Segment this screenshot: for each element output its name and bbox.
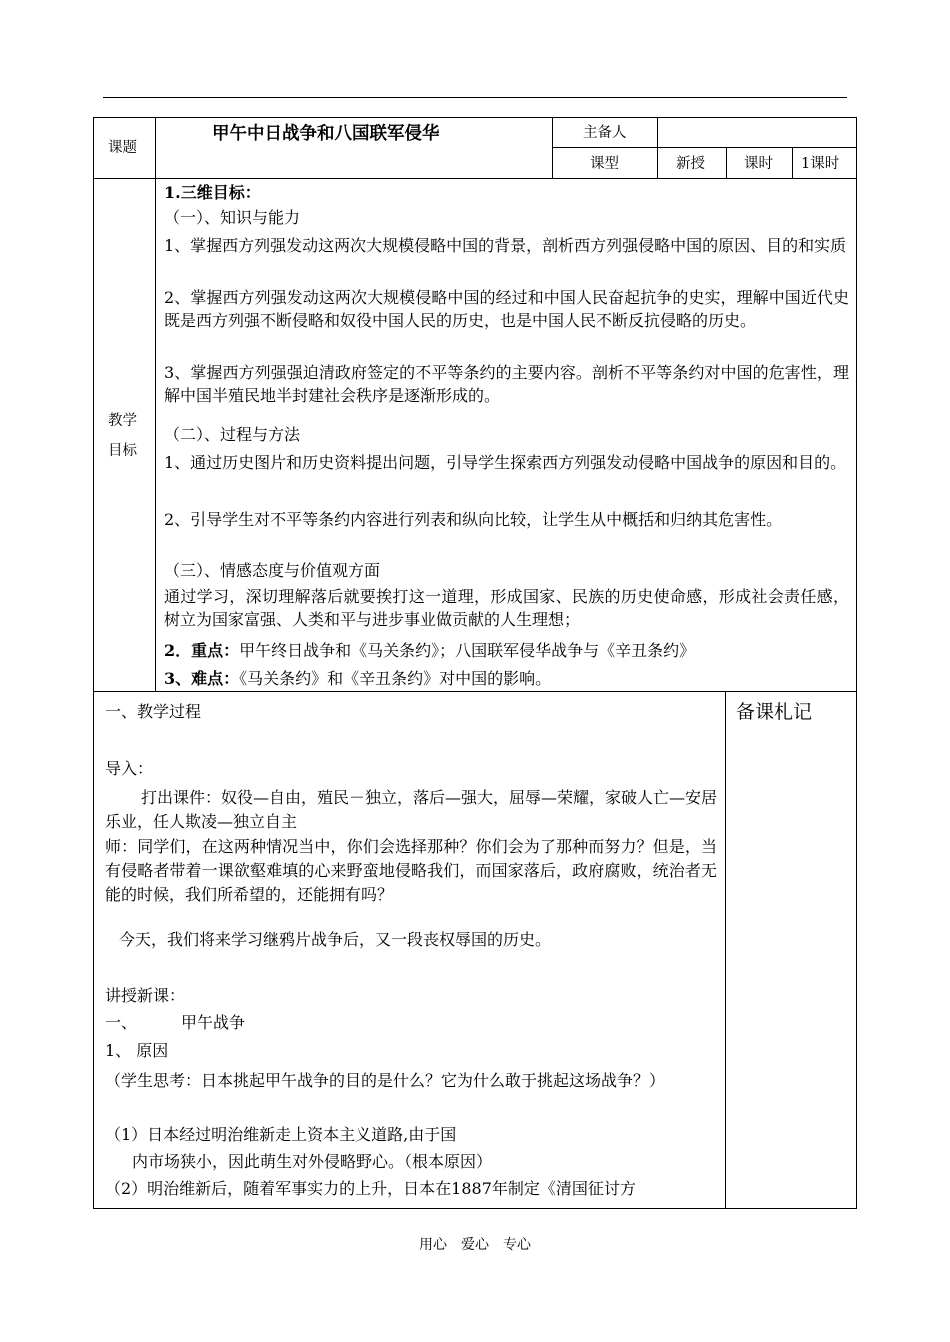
- difficult-points: [164, 668, 551, 690]
- process-p3: 今天，我们将来学习继鸦片战争后，又一段丧权辱国的历史。: [119, 930, 552, 949]
- kexing-label: 课型: [590, 156, 619, 172]
- intro-label: 导入：: [105, 759, 154, 778]
- new-lesson-label: 讲授新课：: [105, 986, 186, 1005]
- cell-zhubeiren-label: [552, 117, 658, 148]
- objectives-p4: 1、通过历史图片和历史资料提出问题，引导学生探索西方列强发动侵略中国战争的原因和目的。: [164, 453, 847, 472]
- cell-kexing-label: [552, 147, 658, 179]
- key-label: 2．重点：: [164, 641, 240, 660]
- section1-num: 一、: [105, 1013, 138, 1032]
- key-points: [164, 640, 695, 662]
- process-p5b: 内市场狭小，因此萌生对外侵略野心。（根本原因）: [132, 1152, 493, 1171]
- keti-label: 课题: [108, 140, 137, 156]
- objectives-p1: 1、掌握西方列强发动这两次大规模侵略中国的背景，剖析西方列强侵略中国的原因、目的和实质: [164, 236, 847, 255]
- cell-notes: [725, 691, 857, 1209]
- objectives-sub2: （二）、过程与方法: [164, 425, 301, 444]
- page-footer: 用心 爱心 专心: [419, 1237, 531, 1253]
- cell-keti-label: [93, 117, 156, 179]
- objectives-sub3: （三）、情感态度与价值观方面: [164, 561, 381, 580]
- cell-title: [155, 117, 553, 179]
- key-text: 甲午终日战争和《马关条约》；八国联军侵华战争与《辛丑条约》: [239, 641, 696, 660]
- top-rule: [103, 97, 847, 98]
- cell-keshi-label: [726, 147, 793, 179]
- objectives-side-label-2: 目标: [108, 443, 137, 459]
- zhubeiren-label: 主备人: [583, 125, 627, 141]
- cell-objectives-body: [155, 178, 857, 692]
- cell-process-body: [93, 691, 726, 1209]
- keshi-value: 1课时: [801, 156, 840, 172]
- objectives-p6: 通过学习，深切理解落后就要挨打这一道理，形成国家、民族的历史使命感，形成社会责任感，树立为国家富强、人类和平与进步事业做贡献的人生理想；: [164, 587, 849, 629]
- diff-text: 《马关条约》和《辛丑条约》对中国的影响。: [239, 669, 552, 688]
- objectives-p2: 2、掌握西方列强发动这两次大规模侵略中国的经过和中国人民奋起抗争的史实，理解中国近代史既是西方列强不断侵略和奴役中国人民的历史，也是中国人民不断反抗侵略的历史。: [164, 288, 849, 330]
- kexing-value: 新授: [676, 156, 705, 172]
- cell-zhubeiren-value: [657, 117, 857, 148]
- objectives-p5: 2、引导学生对不平等条约内容进行列表和纵向比较，让学生从中概括和归纳其危害性。: [164, 510, 783, 529]
- cell-keshi-value: [792, 147, 857, 179]
- process-p1: 打出课件：奴役—自由，殖民－独立，落后—强大，屈辱—荣耀，家破人亡—安居乐业，任人欺凌—独立自主: [105, 788, 718, 831]
- diff-label: 3、难点：: [164, 669, 240, 688]
- cell-objectives-side: [93, 178, 156, 692]
- process-p2: 师：同学们，在这两种情况当中，你们会选择那种？你们会为了那种而努力？但是，当有侵略者带着一课欲壑难填的心来野蛮地侵略我们，而国家落后，政府腐败，统治者无能的时候，我们所希望的，还能拥有吗？: [105, 837, 717, 904]
- lesson-title: 甲午中日战争和八国联军侵华: [212, 124, 440, 144]
- section1-title: 甲午战争: [181, 1013, 246, 1032]
- process-heading: 一、教学过程: [105, 702, 202, 721]
- notes-label: 备课札记: [736, 701, 813, 723]
- cell-kexing-value: [657, 147, 727, 179]
- keshi-label: 课时: [744, 156, 773, 172]
- objectives-sub1: （一）、知识与能力: [164, 208, 301, 227]
- objectives-p3: 3、掌握西方列强强迫清政府签定的不平等条约的主要内容。剖析不平等条约对中国的危害性，理解中国半殖民地半封建社会秩序是逐渐形成的。: [164, 363, 849, 405]
- objectives-heading: 1.三维目标：: [164, 183, 261, 202]
- subsection1: 1、 原因: [105, 1041, 169, 1060]
- objectives-side-label-1: 教学: [108, 413, 137, 429]
- process-p4: （学生思考：日本挑起甲午战争的目的是什么？它为什么敢于挑起这场战争？）: [105, 1071, 666, 1090]
- process-p5a: （1）日本经过明治维新走上资本主义道路,由于国: [105, 1125, 457, 1144]
- process-p6: （2）明治维新后，随着军事实力的上升，日本在1887年制定《清国征讨方: [105, 1179, 636, 1198]
